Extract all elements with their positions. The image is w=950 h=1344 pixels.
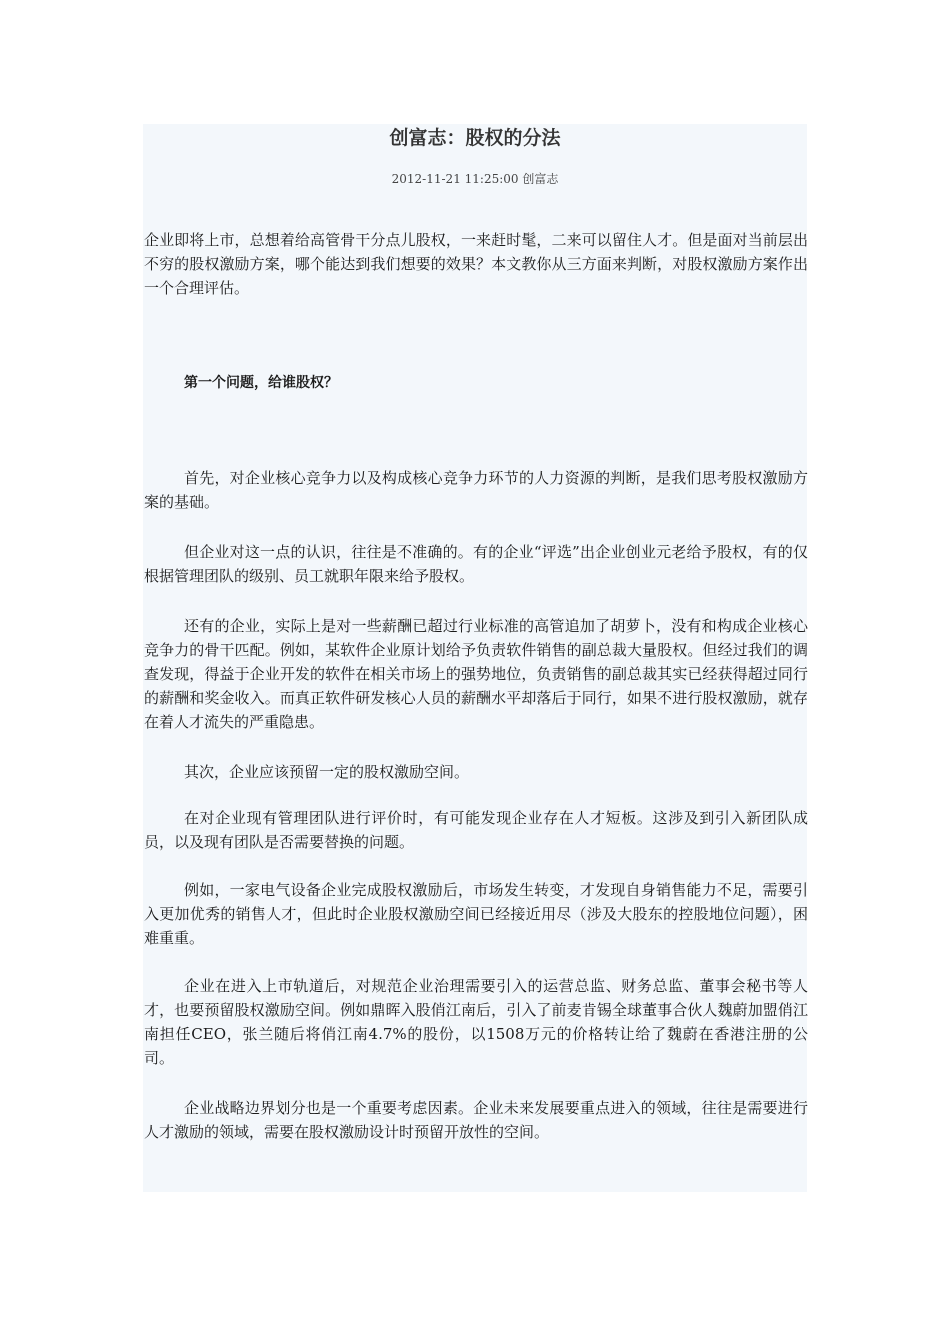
paragraph-5: 在对企业现有管理团队进行评价时，有可能发现企业存在人才短板。这涉及到引入新团队成员，以及现有团队是否需要替换的问题。 (144, 809, 808, 851)
paragraph-8: 企业战略边界划分也是一个重要考虑因素。企业未来发展要重点进入的领域，往往是需要进行人才激励的领域，需要在股权激励设计时预留开放性的空间。 (144, 1099, 808, 1141)
paragraph-6: 例如，一家电气设备企业完成股权激励后，市场发生转变，才发现自身销售能力不足，需要引入更加优秀的销售人才，但此时企业股权激励空间已经接近用尽（涉及大股东的控股地位问题），困难重重。 (144, 881, 808, 947)
paragraph-1: 首先，对企业核心竞争力以及构成核心竞争力环节的人力资源的判断，是我们思考股权激励方案的基础。 (144, 469, 808, 511)
section-heading: 第一个问题，给谁股权？ (184, 375, 338, 391)
article-meta: 2012-11-21 11:25:00 创富志 (391, 172, 559, 186)
paragraph-2: 但企业对这一点的认识，往往是不准确的。有的企业“评选”出企业创业元老给予股权，有的仅根据管理团队的级别、员工就职年限来给予股权。 (144, 543, 808, 585)
paragraph-4: 其次，企业应该预留一定的股权激励空间。 (184, 763, 470, 781)
article-intro: 企业即将上市，总想着给高管骨干分点儿股权，一来赶时髦，二来可以留住人才。但是面对当前层出不穷的股权激励方案，哪个能达到我们想要的效果？本文教你从三方面来判断，对股权激励方案作出一个合理评估。 (144, 231, 808, 297)
article-title: 创富志：股权的分法 (389, 127, 561, 149)
paragraph-3: 还有的企业，实际上是对一些薪酬已超过行业标准的高管追加了胡萝卜，没有和构成企业核心竞争力的骨干匹配。例如，某软件企业原计划给予负责软件销售的副总裁大量股权。但经过我们的调查发现，得益于企业开发的软件在相关市场上的强势地位，负责销售的副总裁其实已经获得超过同行的薪酬和奖金收入。而真正软件研发核心人员的薪酬水平却落后于同行，如果不进行股权激励，就存在着人才流失的严重隐患。 (144, 617, 808, 731)
paragraph-7: 企业在进入上市轨道后，对规范企业治理需要引入的运营总监、财务总监、董事会秘书等人才，也要预留股权激励空间。例如鼎晖入股俏江南后，引入了前麦肯锡全球董事合伙人魏蔚加盟俏江南担任CEO，张兰随后将俏江南4.7%的股份，以1508万元的价格转让给了魏蔚在香港注册的公司。 (144, 977, 808, 1067)
